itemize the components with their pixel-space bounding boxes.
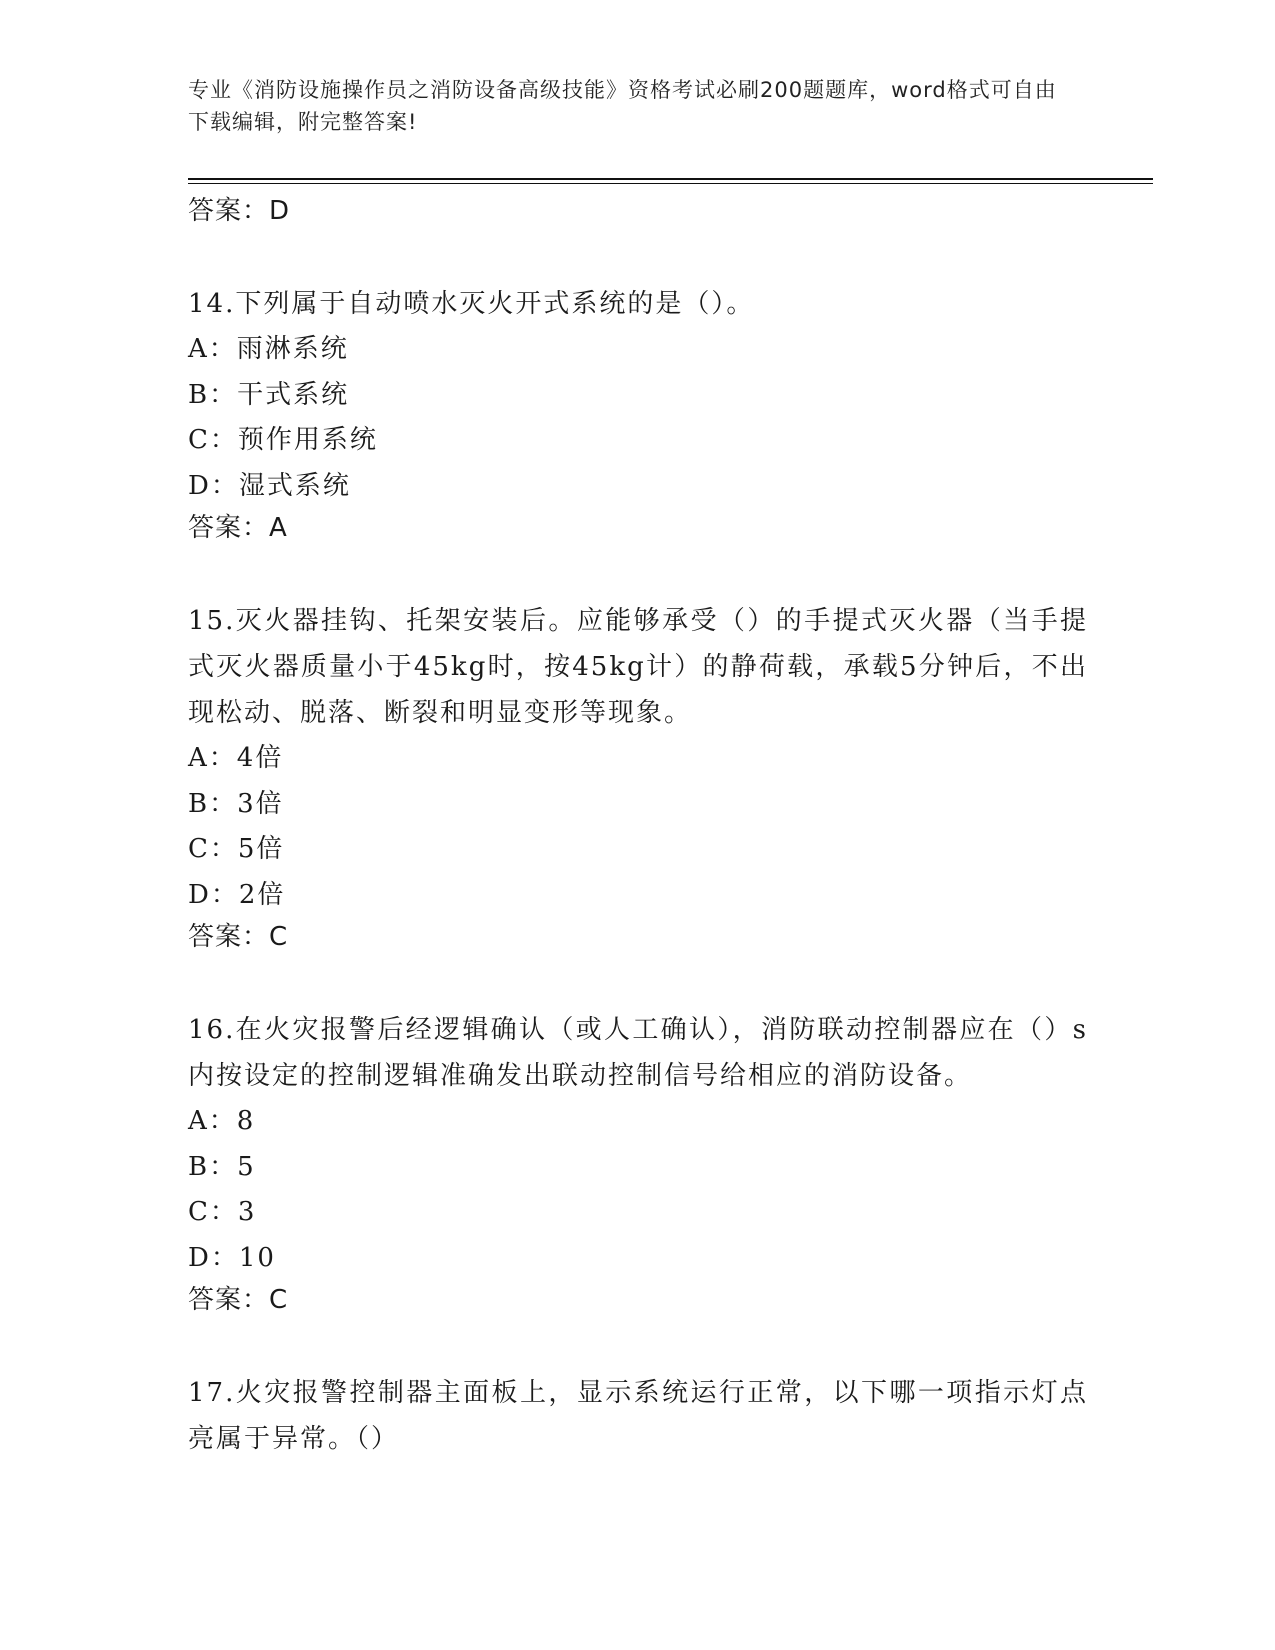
question-stem: 17.火灾报警控制器主面板上，显示系统运行正常，以下哪一项指示灯点亮属于异常。（） bbox=[188, 1378, 1088, 1454]
question-17 bbox=[188, 1370, 1088, 1462]
option-c: C：预作用系统 bbox=[188, 425, 378, 455]
question-16 bbox=[188, 1007, 1088, 1319]
question-list bbox=[188, 192, 1088, 1462]
option-b: B：3倍 bbox=[188, 788, 284, 819]
option-c: C：5倍 bbox=[188, 834, 285, 864]
option-a: A：雨淋系统 bbox=[188, 334, 349, 364]
answer-line: 答案：C bbox=[188, 1285, 289, 1315]
option-list bbox=[188, 327, 1088, 509]
option-b: B：干式系统 bbox=[188, 379, 350, 410]
option-d: D：湿式系统 bbox=[188, 470, 351, 501]
answer-line: 答案：C bbox=[188, 922, 289, 952]
option-d: D：10 bbox=[188, 1242, 276, 1273]
option-a: A：8 bbox=[188, 1106, 256, 1136]
option-a: A：4倍 bbox=[188, 743, 284, 773]
option-b: B：5 bbox=[188, 1151, 256, 1182]
question-stem: 15.灭火器挂钩、托架安装后。应能够承受（）的手提式灭火器（当手提式灭火器质量小于45kg时，按45kg计）的静荷载，承载5分钟后，不出现松动、脱落、断裂和明显变形等现象。 bbox=[188, 606, 1088, 728]
answer-line: 答案：A bbox=[188, 513, 288, 543]
answer-line: 答案：D bbox=[188, 196, 291, 226]
header-rule-thick bbox=[188, 178, 1153, 180]
document-header: 专业《消防设施操作员之消防设备高级技能》资格考试必刷200题题库，word格式可自由下载编辑，附完整答案! bbox=[188, 78, 1057, 134]
question-stem: 14.下列属于自动喷水灭火开式系统的是（）。 bbox=[188, 289, 755, 319]
question-stem: 16.在火灾报警后经逻辑确认（或人工确认），消防联动控制器应在（）s内按设定的控制逻辑准确发出联动控制信号给相应的消防设备。 bbox=[188, 1015, 1088, 1091]
option-list bbox=[188, 1099, 1088, 1281]
question-15 bbox=[188, 598, 1088, 956]
option-c: C：3 bbox=[188, 1197, 257, 1227]
header-rule-thin bbox=[188, 183, 1153, 184]
question-14 bbox=[188, 281, 1088, 547]
option-d: D：2倍 bbox=[188, 879, 286, 910]
option-list bbox=[188, 736, 1088, 918]
